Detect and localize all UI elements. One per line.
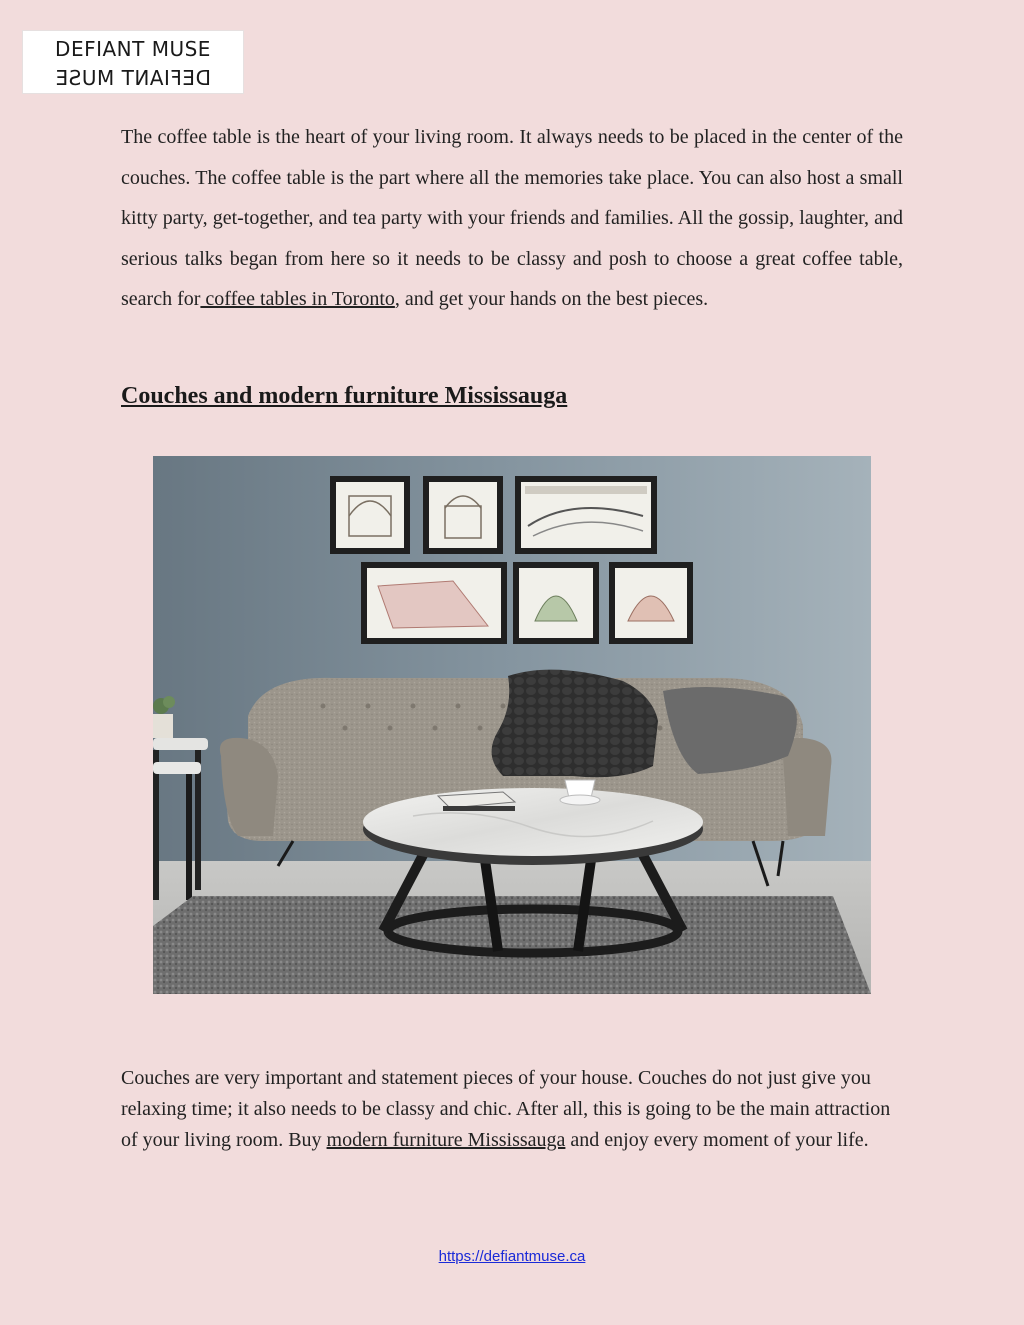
living-room-photo [153, 456, 871, 994]
logo-wordmark: DEFIANT MUSE [55, 37, 211, 61]
website-url-link[interactable]: https://defiantmuse.ca [438, 1248, 586, 1265]
logo-wordmark-mirrored: DEFIANT MUSE [55, 66, 211, 90]
body-text-end: and enjoy every moment of your life. [565, 1129, 869, 1151]
coffee-tables-toronto-link[interactable]: coffee tables in Toronto [200, 288, 395, 310]
modern-furniture-mississauga-link[interactable]: modern furniture Mississauga [326, 1129, 566, 1151]
body-text: Couches are very important and statement pieces of your house. Couches do not just give you relaxing time; it also needs to be classy and chic. After all, this is going to be the main attraction of your living room. Buy [121, 1067, 891, 1151]
brand-logo[interactable] [22, 30, 244, 94]
body-paragraph [121, 1063, 891, 1156]
section-heading: Couches and modern furniture Mississauga [121, 383, 568, 409]
intro-text: The coffee table is the heart of your living room. It always needs to be placed in the center of the couches. The coffee table is the part where all the memories take place. You can also host a small kitty party, get-together, and tea party with your friends and families. All the gossip, laughter, and serious talks began from here so it needs to be classy and posh to choose a great coffee table, search for [121, 126, 903, 310]
intro-paragraph [121, 117, 903, 320]
intro-text-end: , and get your hands on the best pieces. [394, 288, 709, 310]
footer [0, 1248, 1024, 1265]
